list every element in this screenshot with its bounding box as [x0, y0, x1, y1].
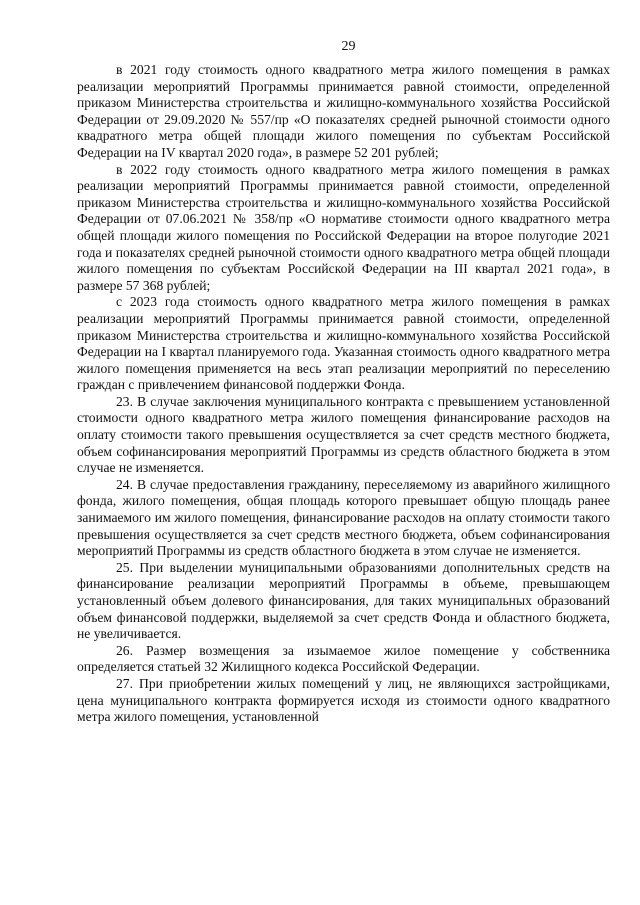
- paragraph-cost-2022: в 2022 году стоимость одного квадратного метра жилого помещения в рамках реализации мероприятий Программы принимается равной стоимости, определенной приказом Министерства строительства и жилищно-коммунального хозяйства Российской Федерации от 07.06.2021 № 358/пр «О нормативе стоимости одного квадратного метра общей площади жилого помещения по Российской Федерации на второе полугодие 2021 года и показателях средней рыночной стоимости одного квадратного метра общей площади жилого помещения по субъектам Российской Федерации на III квартал 2021 года», в размере 57 368 рублей;: [77, 161, 610, 293]
- paragraph-cost-2021: в 2021 году стоимость одного квадратного метра жилого помещения в рамках реализации мероприятий Программы принимается равной стоимости, определенной приказом Министерства строительства и жилищно-коммунального хозяйства Российской Федерации от 29.09.2020 № 557/пр «О показателях средней рыночной стоимости одного квадратного метра общей площади жилого помещения по субъектам Российской Федерации на IV квартал 2020 года», в размере 52 201 рублей;: [77, 62, 610, 160]
- paragraph-item-24: 24. В случае предоставления гражданину, переселяемому из аварийного жилищного фонда, жилого помещения, общая площадь которого превышает общую площадь ранее занимаемого им жилого помещения, финансирование расходов на оплату стоимости такого превышения осуществляется за счет средств местного бюджета, объем софинансирования мероприятий Программы из средств областного бюджета в этом случае не изменяется.: [77, 476, 610, 559]
- paragraph-item-25: 25. При выделении муниципальными образованиями дополнительных средств на финансирование реализации мероприятий Программы в объеме, превышающем установленный объем долевого финансирования, для таких муниципальных образований объем финансовой поддержки, выделяемой за счет средств Фонда и областного бюджета, не увеличивается.: [77, 559, 610, 642]
- paragraph-cost-2023: с 2023 года стоимость одного квадратного метра жилого помещения в рамках реализации мероприятий Программы принимается равной стоимости, определенной приказом Министерства строительства и жилищно-коммунального хозяйства Российской Федерации на I квартал планируемого года. Указанная стоимость одного квадратного метра жилого помещения применяется на весь этап реализации мероприятий по переселению граждан с привлечением финансовой поддержки Фонда.: [77, 294, 610, 393]
- paragraph-item-27: 27. При приобретении жилых помещений у лиц, не являющихся застройщиками, цена муниципального контракта формируется исходя из стоимости одного квадратного метра жилого помещения, установленной: [77, 675, 610, 725]
- paragraph-item-23: 23. В случае заключения муниципального контракта с превышением установленной стоимости одного квадратного метра жилого помещения финансирование расходов на оплату стоимости такого превышения осуществляется за счет средств местного бюджета, объем софинансирования мероприятий Программы из средств областного бюджета в этом случае не изменяется.: [77, 393, 610, 476]
- page-number: 29: [341, 39, 356, 54]
- paragraph-item-26: 26. Размер возмещения за изымаемое жилое помещение у собственника определяется статьей 32 Жилищного кодекса Российской Федерации.: [77, 642, 610, 675]
